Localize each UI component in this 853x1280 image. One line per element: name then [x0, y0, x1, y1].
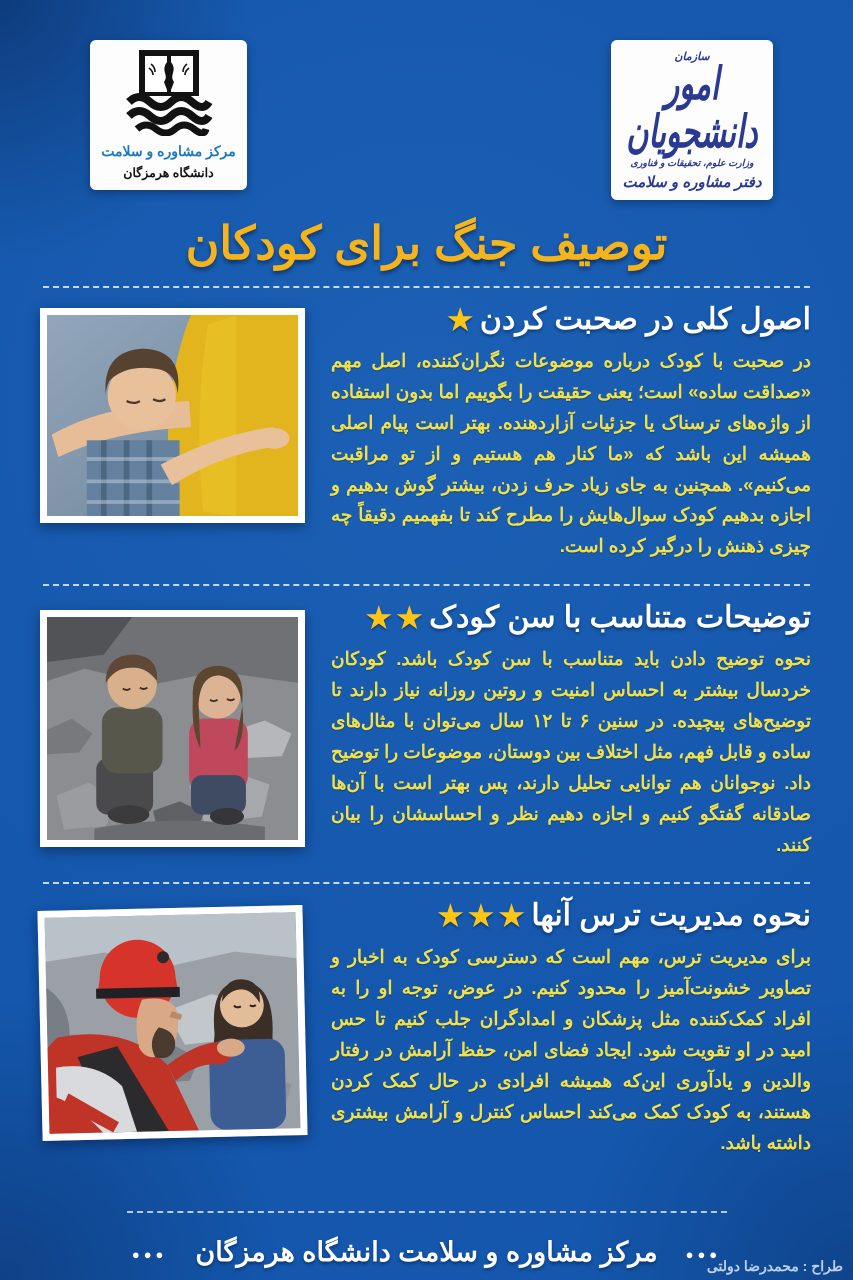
- section2-heading-row: [331, 600, 811, 635]
- rescuer-comforting-girl-image: [45, 913, 301, 1135]
- children-in-rubble-image: [47, 617, 298, 840]
- section1-body: در صحبت با کودک درباره موضوعات نگران‌کننده، اصل مهم «صداقت ساده» است؛ یعنی حقیقت را بگوییم اما بدون استفاده از واژه‌های ترسناک یا جزئیات آزاردهنده. بهتر است پیام اصلی همیشه این باشد که «ما کنار هم هستیم و از تو مراقبت می‌کنیم». همچنین به جای زیاد حرف زدن، بیشتر گوش بدهیم و اجازه بدهیم کودک سوال‌هایش را مطرح کند تا بفهمیم دقیقاً چه چیزی ذهنش را درگیر کرده است.: [331, 350, 811, 557]
- book-faces-waves-emblem-icon: [123, 50, 215, 136]
- section3-photo-frame: [37, 905, 307, 1141]
- left-logo-org-name: مرکز مشاوره و سلامت: [101, 143, 236, 159]
- footer-separator: [127, 1211, 727, 1213]
- section3-stars-icon: ★★★: [435, 897, 528, 935]
- designer-credit: طراح : محمدرضا دولتی: [706, 1258, 843, 1274]
- right-logo-ministry-line: وزارت علوم، تحقیقات و فناوری: [630, 157, 754, 169]
- footer-center-name: مرکز مشاوره و سلامت دانشگاه هرمزگان: [195, 1236, 658, 1267]
- section2-photo-frame: [40, 610, 305, 847]
- hormozgan-counseling-logo: [90, 40, 247, 190]
- section-age-appropriate: [0, 586, 853, 866]
- section2-heading: توضیحات متناسب با سن کودک: [429, 601, 811, 635]
- footer-dots-right-icon: ●●●: [685, 1246, 722, 1262]
- left-logo-university-name: دانشگاه هرمزگان: [123, 165, 214, 180]
- right-logo-calligraphy: امور دانشجویان: [626, 59, 758, 156]
- section1-content: [331, 302, 811, 562]
- section1-star-icon: ★: [445, 301, 476, 338]
- section-talking-principles: [0, 288, 853, 568]
- page-title: توصیف جنگ برای کودکان: [185, 217, 668, 269]
- section2-body: نحوه توضیح دادن باید متناسب با سن کودک باشد. کودکان خردسال بیشتر به احساس امنیت و روتین روزانه نیاز دارند تا توضیح‌های پیچیده. در سنین ۶ تا ۱۲ سال می‌توان با مثال‌های ساده و قابل فهم، مثل اختلاف بین دوستان، موضوعات را توضیح داد. نوجوانان هم توانایی تحلیل دارند، پس بهتر است با آن‌ها صادقانه گفتگو کنیم و اجازه دهیم نظر و احساسشان را بیان کنند.: [331, 648, 811, 855]
- right-logo-top-word: سازمان: [674, 50, 710, 63]
- section3-body: برای مدیریت ترس، مهم است که دسترسی کودک به اخبار و تصاویر خشونت‌آمیز را محدود کنیم. در عوض، توجه او را به افراد کمک‌کننده مثل پزشکان و امدادگران جلب کنیم تا حس امید در او تقویت شود. ایجاد فضای امن، حفظ آرامش در رفتار والدین و یادآوری این‌که همیشه افرادی در حال کمک کردن هستند، به کودک کمک می‌کند احساس کنترل و آرامش بیشتری داشته باشد.: [331, 946, 811, 1153]
- section-fear-management: [0, 884, 853, 1164]
- section3-content: [331, 898, 811, 1158]
- section3-heading-row: [331, 898, 811, 933]
- right-logo-office-line: دفتر مشاوره و سلامت: [622, 173, 762, 191]
- student-affairs-org-logo: [611, 40, 773, 200]
- section1-photo-frame: [40, 308, 305, 523]
- section1-heading: اصول کلی در صحبت کردن: [479, 303, 811, 336]
- section2-content: [331, 600, 811, 860]
- footer-dots-left-icon: ●●●: [131, 1246, 168, 1262]
- section1-heading-row: [331, 302, 811, 337]
- header-logos: [0, 0, 853, 200]
- section3-heading: نحوه مدیریت ترس آنها: [531, 899, 811, 933]
- boy-hugging-parent-image: [47, 315, 298, 516]
- section2-stars-icon: ★★: [364, 599, 426, 637]
